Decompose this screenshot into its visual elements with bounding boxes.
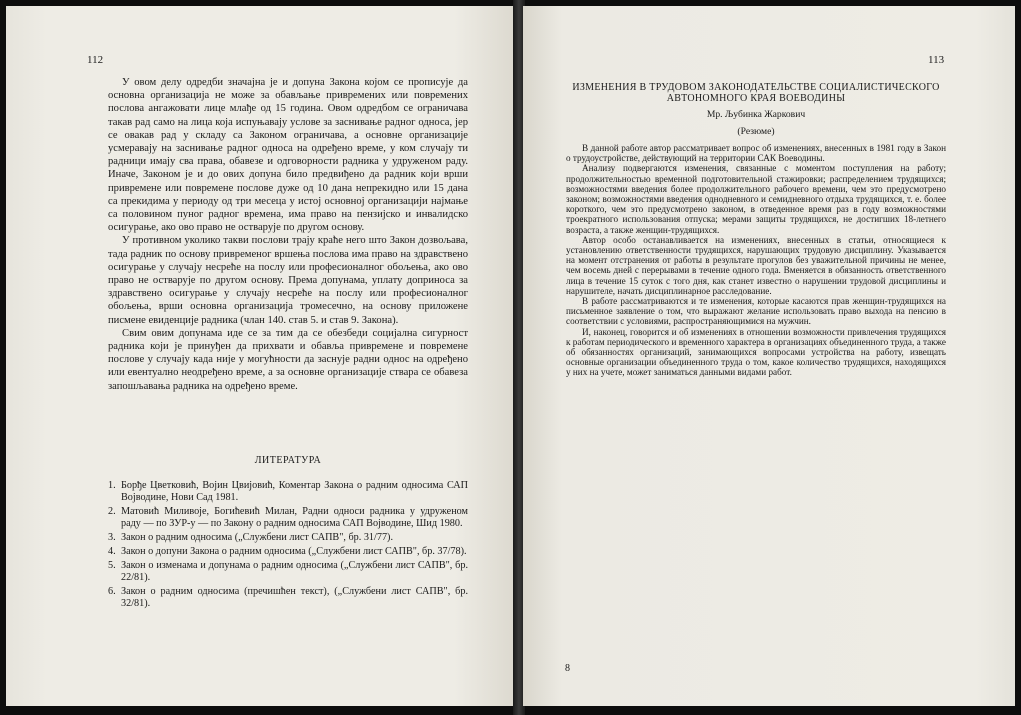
literature-list bbox=[108, 480, 468, 612]
literature-item-text: Закон о изменама и допунама о радним односима („Службени лист САПВ", бр. 22/81). bbox=[121, 560, 468, 583]
literature-item bbox=[108, 586, 468, 610]
literature-item-number: 3. bbox=[108, 532, 116, 543]
literature-item bbox=[108, 560, 468, 584]
article-title bbox=[566, 82, 946, 104]
resume-paragraph: Анализу подвергаются изменения, связанные с моментом поступления на работу; продолжительностью временной подготовительной стажировки; распределением трудящихся; возможностями введения более продолжительного рабочего времени, чем это предусмотрено законом; возможностями введения однодневного и семидневного отдыха трудящихся, т. е. более короткого, чем это предусмотрено законом, в отведенное время раз в году возможностями троекратного использования отпуска; мерами защиты трудящихся, не достигших 18-летнего возраста, а также женщин-трудящихся. bbox=[566, 163, 946, 235]
literature-item-number: 2. bbox=[108, 506, 116, 517]
literature-item-number: 6. bbox=[108, 586, 116, 597]
resume-paragraph: В данной работе автор рассматривает вопрос об изменениях, внесенных в 1981 году в Закон о трудоустройстве, действующий на территории САК Воеводины. bbox=[566, 143, 946, 164]
literature-item-text: Закон о допуни Закона о радним односима („Службени лист САПВ", бр. 37/78). bbox=[121, 546, 467, 557]
literature-item-number: 5. bbox=[108, 560, 116, 571]
literature-item-number: 1. bbox=[108, 480, 116, 491]
article-title-line: ИЗМЕНЕНИЯ В ТРУДОВОМ ЗАКОНОДАТЕЛЬСТВЕ СОЦИАЛИСТИЧЕСКОГО bbox=[572, 82, 940, 93]
left-paragraph: Свим овим допунама иде се за тим да се обезбеди социјална сигурност радника који је принуђен да прихвати и обавља привремене и повремене послове у случају када није у могућности да заснује радни однос на одређено или евентуално неодређено време, а за основне организације ствара се обавеза запошљавања радника на одређено време. bbox=[108, 327, 468, 392]
left-paragraph: У противном уколико такви послови трају краће него што Закон дозвољава, тада радник по основу привременог вршења послова има право на здравствено осигурање у случају несреће на послу или професионалног обољења, ако ово право не остварује по другом основу. Према допунама, уплату доприноса за здравствено осигурање у случају несреће на послу или професионалног обољења, врши основна организација тромесечно, на основу приложене писмене евиденције радника (члан 140. став 5. и став 9. Закона). bbox=[108, 235, 468, 326]
literature-item-text: Матовић Миливоје, Богићевић Милан, Радни односи радника у удруженом раду — по ЗУР-у — по Закону о радним односима САП Војводине, Шид 1980. bbox=[121, 506, 468, 529]
right-page-number: 113 bbox=[928, 54, 945, 66]
literature-heading: ЛИТЕРАТУРА bbox=[254, 455, 322, 466]
signature-mark: 8 bbox=[565, 663, 570, 674]
literature-item-text: Закон о радним односима („Службени лист САПВ", бр. 31/77). bbox=[121, 532, 393, 543]
literature-item-text: Закон о радним односима (пречишћен текст), („Службени лист САПВ", бр. 32/81). bbox=[121, 586, 468, 609]
literature-item-number: 4. bbox=[108, 546, 116, 557]
resume-paragraph: Автор особо останавливается на изменениях, внесенных в статьи, относящиеся к установлению ответственности трудящихся, нарушающих трудовую дисциплину. Указывается на момент отстранения от работы в результате прогулов без уважительной причины не менее, чем восемь дней с перерывами в течение одного года. Вменяется в обязанность ответственного лица в течение 15 суток с того дня, как станет известно о нарушении трудовой дисциплины и нарушителе, начать дисциплинарное расследование. bbox=[566, 234, 946, 296]
literature-item bbox=[108, 532, 468, 544]
resume-label: (Резюме) bbox=[737, 126, 775, 137]
article-author: Мр. Љубинка Жаркович bbox=[706, 109, 806, 120]
article-title-line: АВТОНОМНОГО КРАЯ ВОЕВОДИНЫ bbox=[666, 93, 846, 104]
resume-paragraph: В работе рассматриваются и те изменения, которые касаются прав женщин-трудящихся на письменное заявление о том, что выражают желание использовать право выхода на пенсию в соответствии с условиями, распространяющимися на мужчин. bbox=[566, 296, 946, 327]
resume-paragraph: И, наконец, говорится и об изменениях в отношении возможности привлечения трудящихся к работам периодического и временного характера в организациях объединенного труда, а также об обязанностях организаций, занимающихся вопросами устройства на работу, извещать основные организации объединенного труда о том, какое количество трудящихся, находящихся у них на учете, может заниматься данными видами работ. bbox=[566, 326, 946, 378]
literature-item bbox=[108, 480, 468, 504]
resume-body-text bbox=[566, 143, 946, 378]
literature-item bbox=[108, 506, 468, 530]
left-paragraph: У овом делу одредби значајна је и допуна Закона којом се прописује да основна организација не може за обављање привремених или повремених послова ангажовати лице млађе од 15 година. Овом одредбом се ограничава такав рад само на лица која испуњавају услове за заснивање радног односа, јер се овакав рад у складу са Законом ограничава, а основне организације усмеравају на заснивање радног односа на одређено време, у ком случају ти радници имају сва права, обавезе и одговорности радника у удруженом раду. Иначе, Законом је и до ових допуна било предвиђено да радник који врши привремене или повремене послове дуже од 10 дана непрекидно или 15 дана са прекидима у периоду од три месеца у истој основној организацији најмање са половином пуног радног времена, има право на пензијско и инвалидско осигурање, ако ово право не остварује по другом основу. bbox=[108, 77, 468, 234]
left-page-number: 112 bbox=[87, 54, 104, 66]
literature-item bbox=[108, 546, 468, 558]
left-body-text bbox=[108, 76, 468, 393]
literature-item-text: Борђе Цветковић, Војин Цвијовић, Коментар Закона о радним односима САП Војводине, Нови Сад 1981. bbox=[121, 480, 468, 503]
